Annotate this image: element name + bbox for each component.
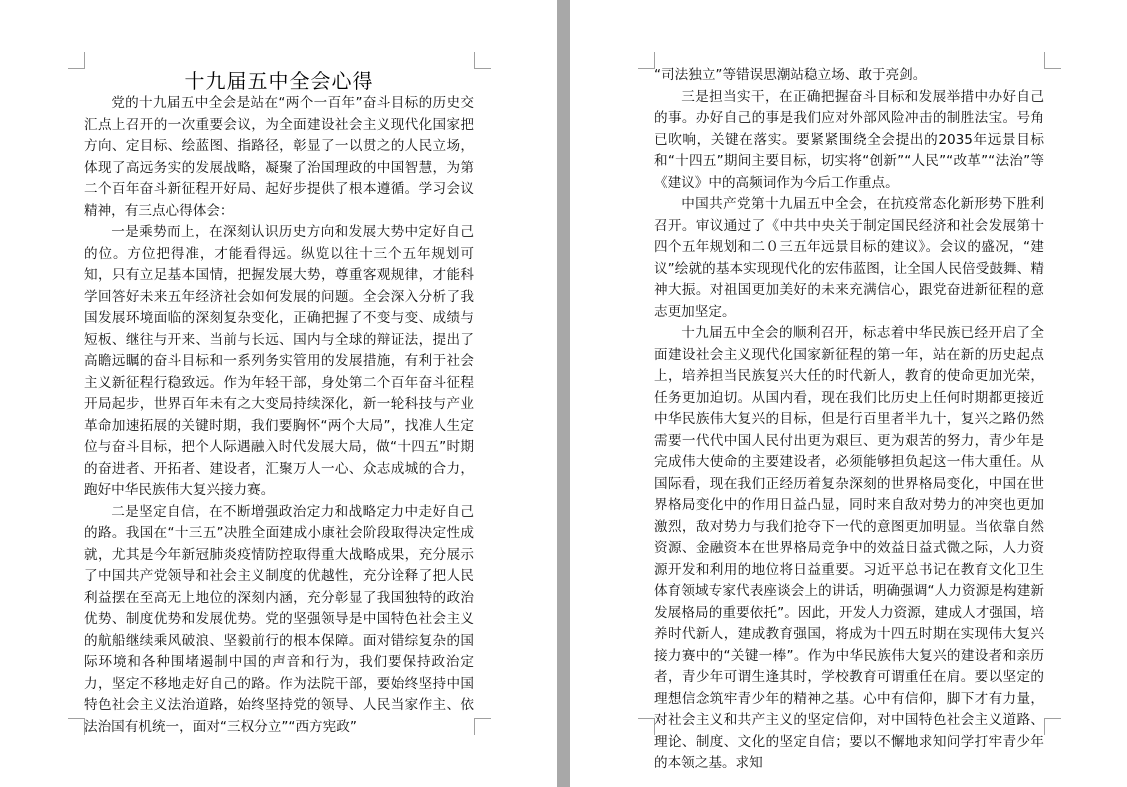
- paragraph[interactable]: 十九届五中全会的顺利召开，标志着中华民族已经开启了全面建设社会主义现代化国家新征程的第一年，站在新的历史起点上，培养担当民族复兴大任的时代新人，教育的使命更加光荣，任务更加迫切。从国内看，现在我们比历史上任何时期都更接近中华民族伟大复兴的目标，但是行百里者半九十，复兴之路仍然需要一代代中国人民付出更为艰巨、更为艰苦的努力，青少年是完成伟大使命的主要建设者，必须能够担负起这一伟大重任。从国际看，现在我们正经历着复杂深刻的世界格局变化，中国在世界格局变化中的作用日益凸显，同时来自敌对势力的冲突也更加激烈，敌对势力与我们抢夺下一代的意图更加明显。当依靠自然资源、金融资本在世界格局竞争中的效益日益式微之际，人力资源开发和利用的地位将日益重要。习近平总书记在教育文化卫生体育领域专家代表座谈会上的讲话，明确强调“人力资源是构建新发展格局的重要依托”。因此，开发人力资源，建成人才强国，培养时代新人，建成教育强国，将成为十四五时期在实现伟大复兴接力赛中的“关键一棒”。作为中华民族伟大复兴的建设者和亲历者，青少年可谓生逢其时，学校教育可谓重任在肩。要以坚定的理想信念筑牢青少年的精神之基。心中有信仰，脚下才有力量，对社会主义和共产主义的坚定信仰，对中国特色社会主义道路、理论、制度、文化的坚定自信；要以不懈地求知问学打牢青少年的本领之基。求知: [654, 325, 1044, 771]
- margin-corner-mark: [68, 718, 85, 735]
- margin-corner-mark: [638, 52, 655, 69]
- paragraph[interactable]: 二是坚定自信，在不断增强政治定力和战略定力中走好自己的路。我国在“十三五”决胜全面建成小康社会阶段取得决定性成就，尤其是今年新冠肺炎疫情防控取得重大战略成果，充分展示了中国共产党领导和社会主义制度的优越性，充分诠释了把人民利益摆在至高无上地位的深刻内涵，充分彰显了我国独特的政治优势、制度优势和发展优势。党的坚强领导是中国特色社会主义的航船继续乘风破浪、坚毅前行的根本保障。面对错综复杂的国际环境和各种围堵遏制中国的声音和行为，我们要保持政治定力，坚定不移地走好自己的路。作为法院干部，要始终坚持中国特色社会主义法治道路，始终坚持党的领导、人民当家作主、依法治国有机统一，面对“三权分立”“西方宪政”: [84, 503, 474, 735]
- document-page-left: [0, 0, 557, 787]
- margin-corner-mark: [474, 718, 491, 735]
- margin-corner-mark: [1044, 52, 1061, 69]
- page-gap: [557, 0, 570, 787]
- right-page-body[interactable]: [654, 65, 1044, 775]
- left-page-body[interactable]: [84, 93, 474, 738]
- paragraph[interactable]: “司法独立”等错误思潮站稳立场、敢于亮剑。: [654, 67, 927, 83]
- margin-corner-mark: [1044, 718, 1061, 735]
- document-title[interactable]: 十九届五中全会心得: [184, 69, 374, 93]
- margin-corner-mark: [638, 718, 655, 735]
- document-page-right: [570, 0, 1127, 787]
- paragraph[interactable]: 一是乘势而上，在深刻认识历史方向和发展大势中定好自己的位。方位把得准，才能看得远。纵览以往十三个五年规划可知，只有立足基本国情，把握发展大势，尊重客观规律，才能科学回答好未来五年经济社会如何发展的问题。全会深入分析了我国发展环境面临的深刻复杂变化，正确把握了不变与变、成绩与短板、继往与开来、当前与长远、国内与全球的辩证法，提出了高瞻远瞩的奋斗目标和一系列务实管用的发展措施，有利于社会主义新征程行稳致远。作为年轻干部，身处第二个百年奋斗征程开局起步，世界百年未有之大变局持续深化，新一轮科技与产业革命加速拓展的关键时期，我们要胸怀“两个大局”，找准人生定位与奋斗目标，把个人际遇融入时代发展大局，做“十四五”时期的奋进者、开拓者、建设者，汇聚万人一心、众志成城的合力，跑好中华民族伟大复兴接力赛。: [84, 224, 474, 498]
- paragraph[interactable]: 三是担当实干，在正确把握奋斗目标和发展举措中办好自己的事。办好自己的事是我们应对外部风险冲击的制胜法宝。号角已吹响，关键在落实。要紧紧围绕全会提出的2035年远景目标和“十四五”期间主要目标，切实将“创新”“人民”“改革”“法治”等《建议》中的高频词作为今后工作重点。: [654, 88, 1044, 191]
- paragraph[interactable]: 中国共产党第十九届五中全会，在抗疫常态化新形势下胜利召开。审议通过了《中共中央关于制定国民经济和社会发展第十四个五年规划和二０三五年远景目标的建议》。会议的盛况，“建议”绘就的基本实现现代化的宏伟蓝图，让全国人民倍受鼓舞、精神大振。对祖国更加美好的未来充满信心，跟党奋进新征程的意志更加坚定。: [654, 196, 1044, 320]
- document-title-wrap: [84, 67, 474, 95]
- paragraph[interactable]: 党的十九届五中全会是站在“两个一百年”奋斗目标的历史交汇点上召开的一次重要会议，为全面建设社会主义现代化国家把方向、定目标、绘蓝图、指路径，彰显了一以贯之的人民立场，体现了高远务实的发展战略，凝聚了治国理政的中国智慧，为第二个百年奋斗新征程开好局、起好步提供了根本遵循。学习会议精神，有三点心得体会：: [84, 95, 474, 219]
- margin-corner-mark: [474, 52, 491, 69]
- margin-corner-mark: [68, 52, 85, 69]
